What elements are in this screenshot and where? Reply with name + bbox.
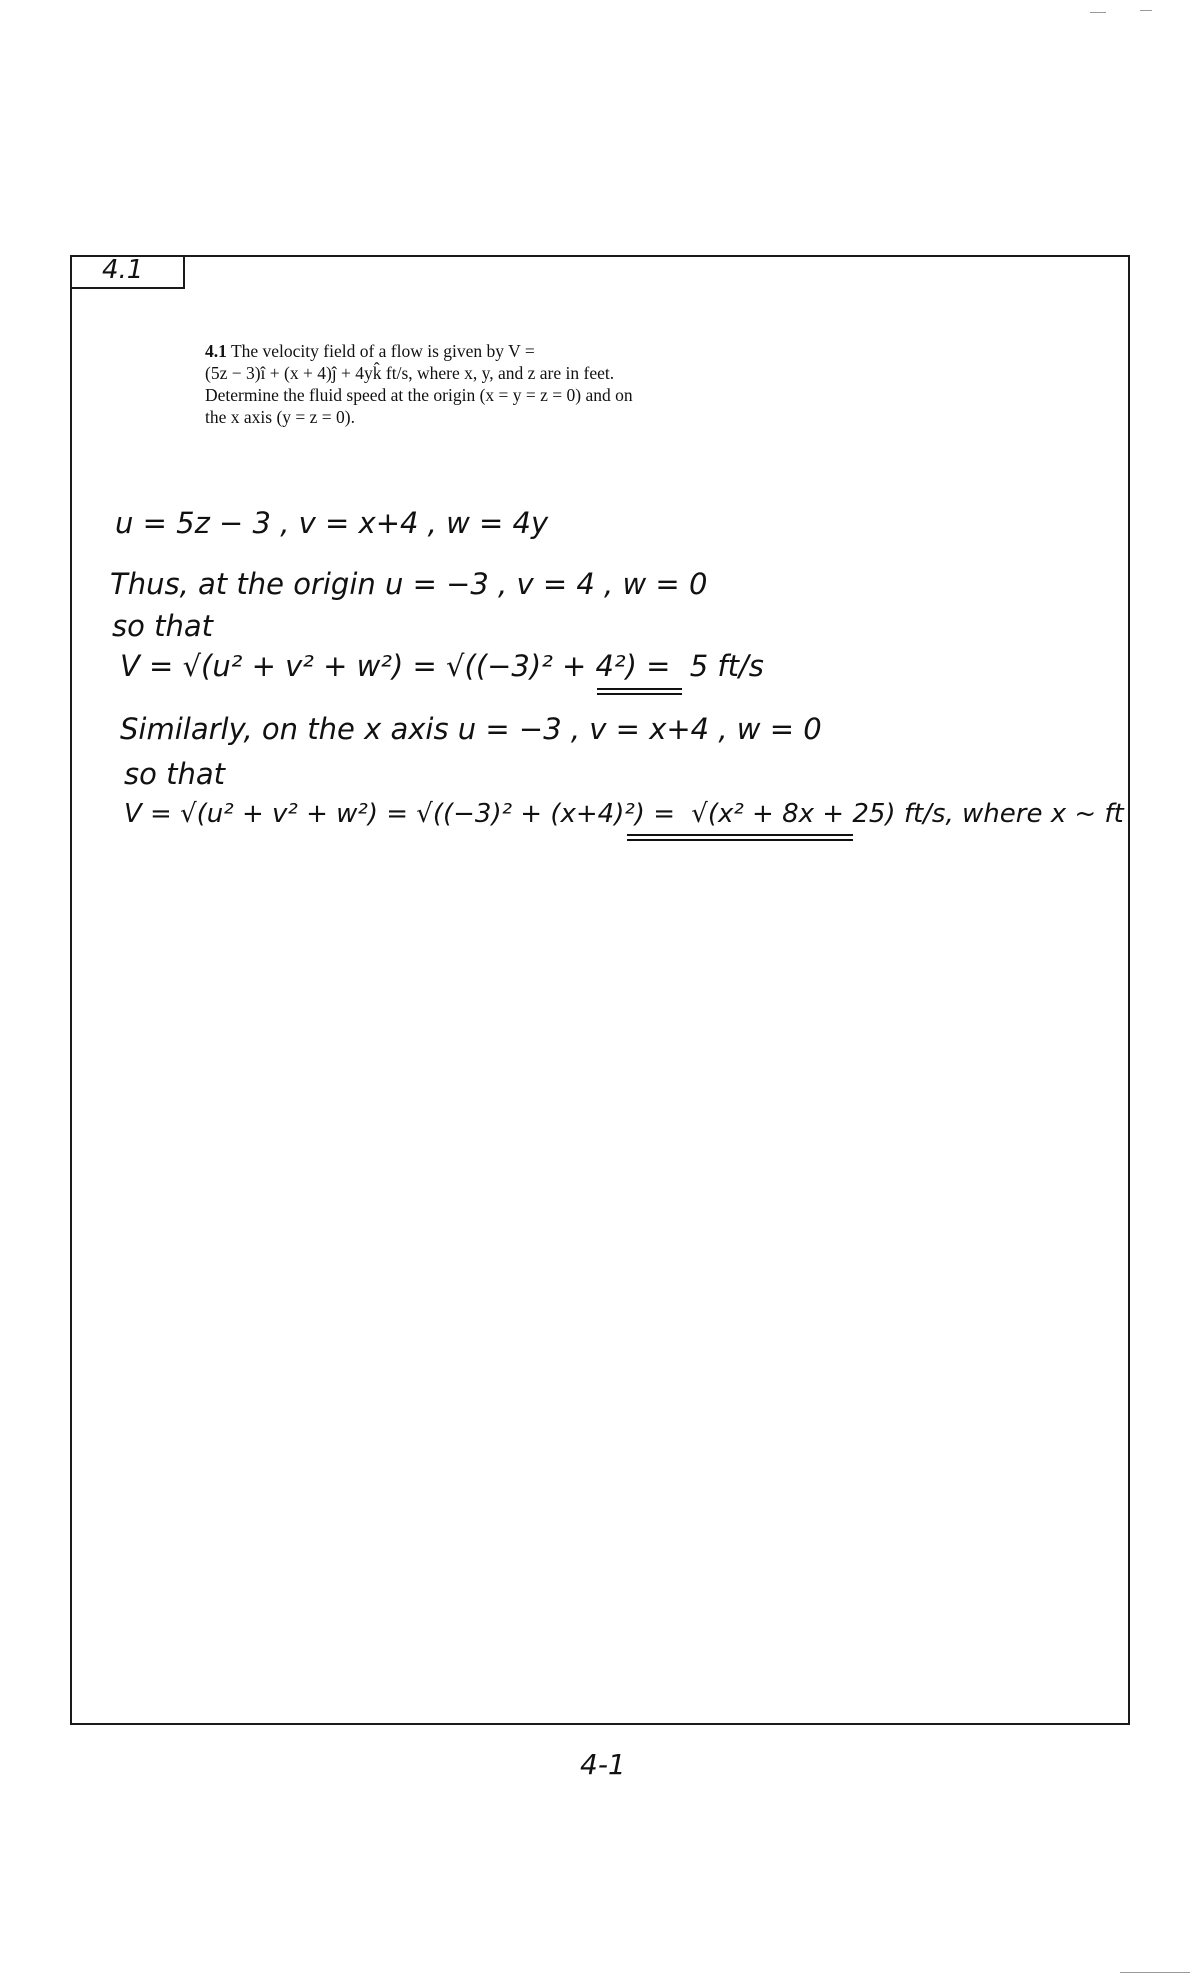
page-number: 4-1 [580, 1748, 626, 1781]
scan-mark [1140, 10, 1152, 11]
x-axis-speed-equation [124, 796, 1124, 832]
problem-statement-line: the x axis (y = z = 0). [205, 407, 355, 427]
so-that-label: so that [112, 609, 213, 643]
problem-statement-line: (5z − 3)î + (x + 4)ĵ + 4yk̂ ft/s, where x, y, and z are in feet. [205, 363, 615, 383]
problem-statement [205, 340, 715, 428]
problem-number-label: 4.1 [102, 255, 144, 285]
scan-mark [1090, 12, 1106, 13]
x-axis-speed-answer: √(x² + 8x + 25) ft/s [691, 799, 946, 829]
answer-double-underline [597, 688, 682, 695]
so-that-label: so that [124, 757, 225, 791]
problem-number-tab [70, 255, 185, 289]
origin-speed-answer: 5 ft/s [689, 649, 764, 683]
x-axis-units-note: , where x ~ ft [945, 799, 1124, 829]
problem-number: 4.1 [205, 341, 227, 361]
x-axis-speed-expression: V = √(u² + v² + w²) = √((−3)² + (x+4)²) = [124, 799, 675, 829]
velocity-components: u = 5z − 3 , v = x+4 , w = 4y [115, 506, 549, 540]
x-axis-components: Similarly, on the x axis u = −3 , v = x+4 , w = 0 [120, 712, 822, 746]
origin-speed-expression: V = √(u² + v² + w²) = √((−3)² + 4²) = [120, 649, 671, 683]
solution-frame [70, 255, 1130, 1725]
problem-statement-line: Determine the fluid speed at the origin (x = y = z = 0) and on [205, 385, 633, 405]
answer-double-underline [627, 834, 853, 841]
scan-mark [1120, 1972, 1190, 1973]
problem-statement-line [205, 340, 715, 362]
origin-components: Thus, at the origin u = −3 , v = 4 , w = 0 [110, 567, 708, 601]
origin-speed-equation [120, 648, 764, 684]
problem-text: The velocity field of a flow is given by V = [230, 341, 535, 361]
